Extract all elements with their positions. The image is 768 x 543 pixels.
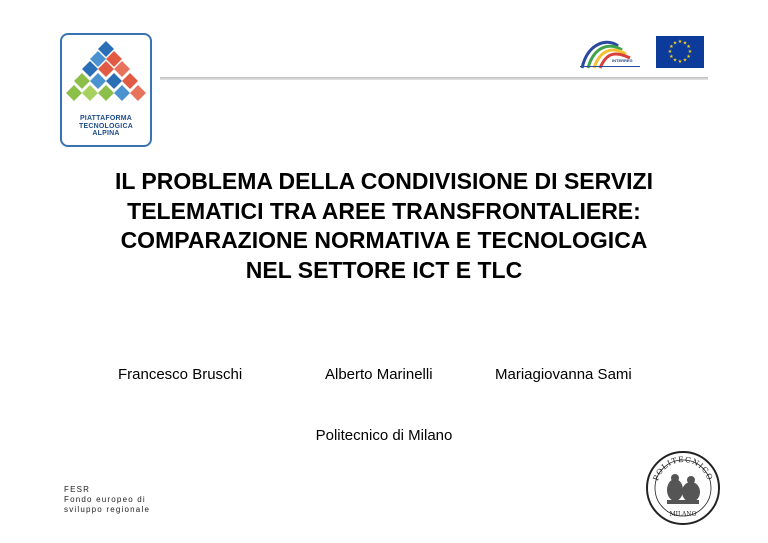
svg-text:★: ★	[677, 59, 683, 65]
fesr-line: FESR	[64, 485, 91, 494]
svg-text:POLITECNICO: POLITECNICO	[651, 454, 715, 483]
svg-text:★: ★	[686, 44, 691, 50]
svg-text:★: ★	[682, 40, 688, 47]
svg-text:★: ★	[667, 49, 673, 55]
title-line: TELEMATICI TRA AREE TRANSFRONTALIERE:	[127, 197, 641, 224]
interreg-label: INTERREG	[612, 58, 633, 63]
svg-text:★: ★	[682, 57, 688, 64]
slide-title	[40, 167, 728, 285]
title-line: NEL SETTORE ICT E TLC	[245, 256, 523, 283]
svg-text:★: ★	[672, 57, 678, 64]
author-name: Mariagiovanna Sami	[495, 366, 632, 383]
logo-text	[62, 115, 150, 138]
seal-bottom-text: MILANO	[669, 511, 697, 518]
fesr-note	[64, 485, 150, 515]
eu-flag-icon	[656, 36, 704, 68]
logo-line: TECNOLOGICA	[79, 122, 133, 130]
title-line: IL PROBLEMA DELLA CONDIVISIONE DI SERVIZI	[115, 168, 653, 194]
affiliation: Politecnico di Milano	[315, 427, 453, 444]
fesr-line: Fondo europeo di	[64, 495, 146, 504]
author-name: Francesco Bruschi	[118, 366, 243, 383]
svg-text:★: ★	[672, 40, 678, 47]
title-line: COMPARAZIONE NORMATIVA E TECNOLOGICA	[120, 227, 648, 253]
interreg-logo-icon	[578, 36, 642, 70]
svg-text:★: ★	[687, 49, 693, 55]
logo-line: ALPINA	[92, 130, 120, 137]
pyramid-cubes-icon	[62, 35, 150, 115]
svg-text:★: ★	[669, 44, 674, 50]
svg-text:★: ★	[669, 54, 674, 60]
piattaforma-logo	[60, 33, 152, 147]
header-rule	[160, 77, 708, 80]
author-name: Alberto Marinelli	[325, 366, 433, 383]
logo-line: PIATTAFORMA	[79, 115, 133, 122]
politecnico-seal-icon	[645, 450, 721, 526]
fesr-line: sviluppo regionale	[64, 505, 151, 514]
svg-text:★: ★	[686, 54, 691, 60]
svg-text:★: ★	[677, 39, 683, 45]
